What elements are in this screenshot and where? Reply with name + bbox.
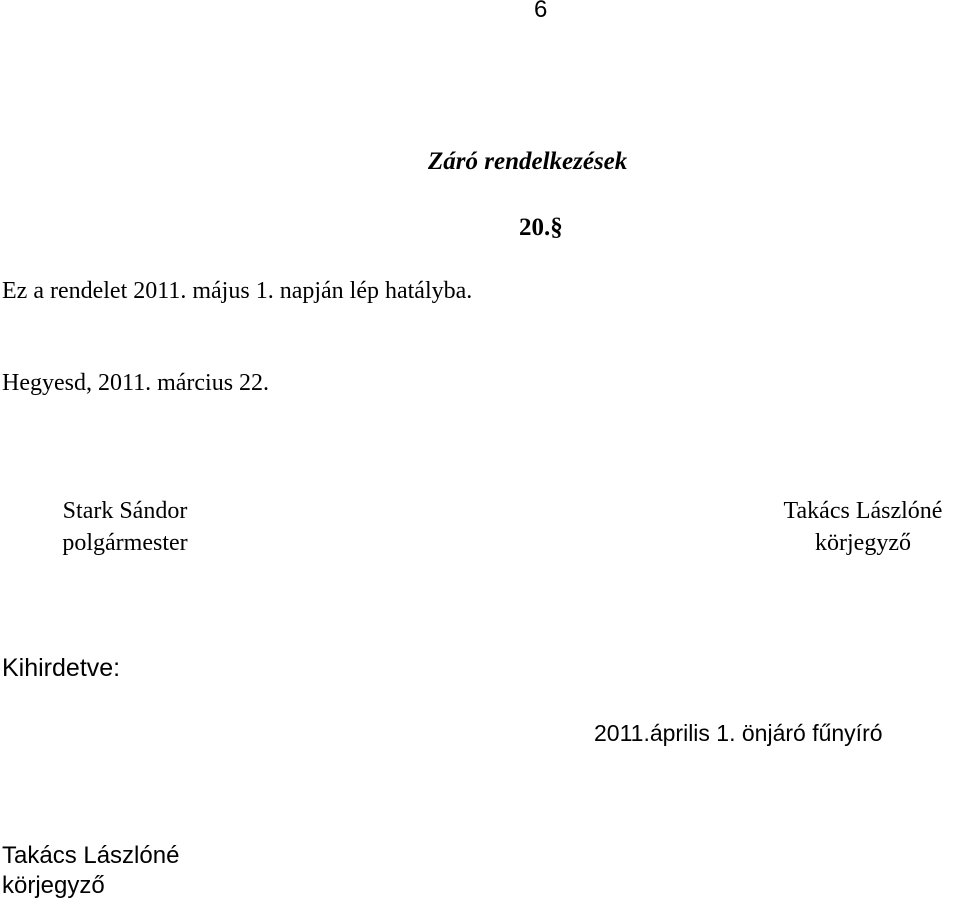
announced-label: Kihirdetve: (2, 654, 121, 682)
notary-role: körjegyző (815, 530, 911, 556)
mayor-signature-block (30, 495, 220, 559)
place-and-date: Hegyesd, 2011. március 22. (2, 370, 270, 396)
notary-signature-block (766, 495, 960, 559)
page-number: 6 (534, 0, 548, 23)
footer-signer-role: körjegyző (2, 872, 105, 899)
effective-date-paragraph: Ez a rendelet 2011. május 1. napján lép hatályba. (2, 278, 473, 304)
section-title: Záró rendelkezések (428, 148, 628, 175)
section-number: 20.§ (519, 214, 563, 241)
announcement-date: 2011.április 1. önjáró fűnyíró (594, 720, 883, 746)
footer-signer-name: Takács Lászlóné (2, 842, 180, 869)
mayor-name: Stark Sándor (62, 498, 188, 524)
mayor-role: polgármester (62, 530, 188, 556)
notary-name: Takács Lászlóné (783, 498, 943, 524)
